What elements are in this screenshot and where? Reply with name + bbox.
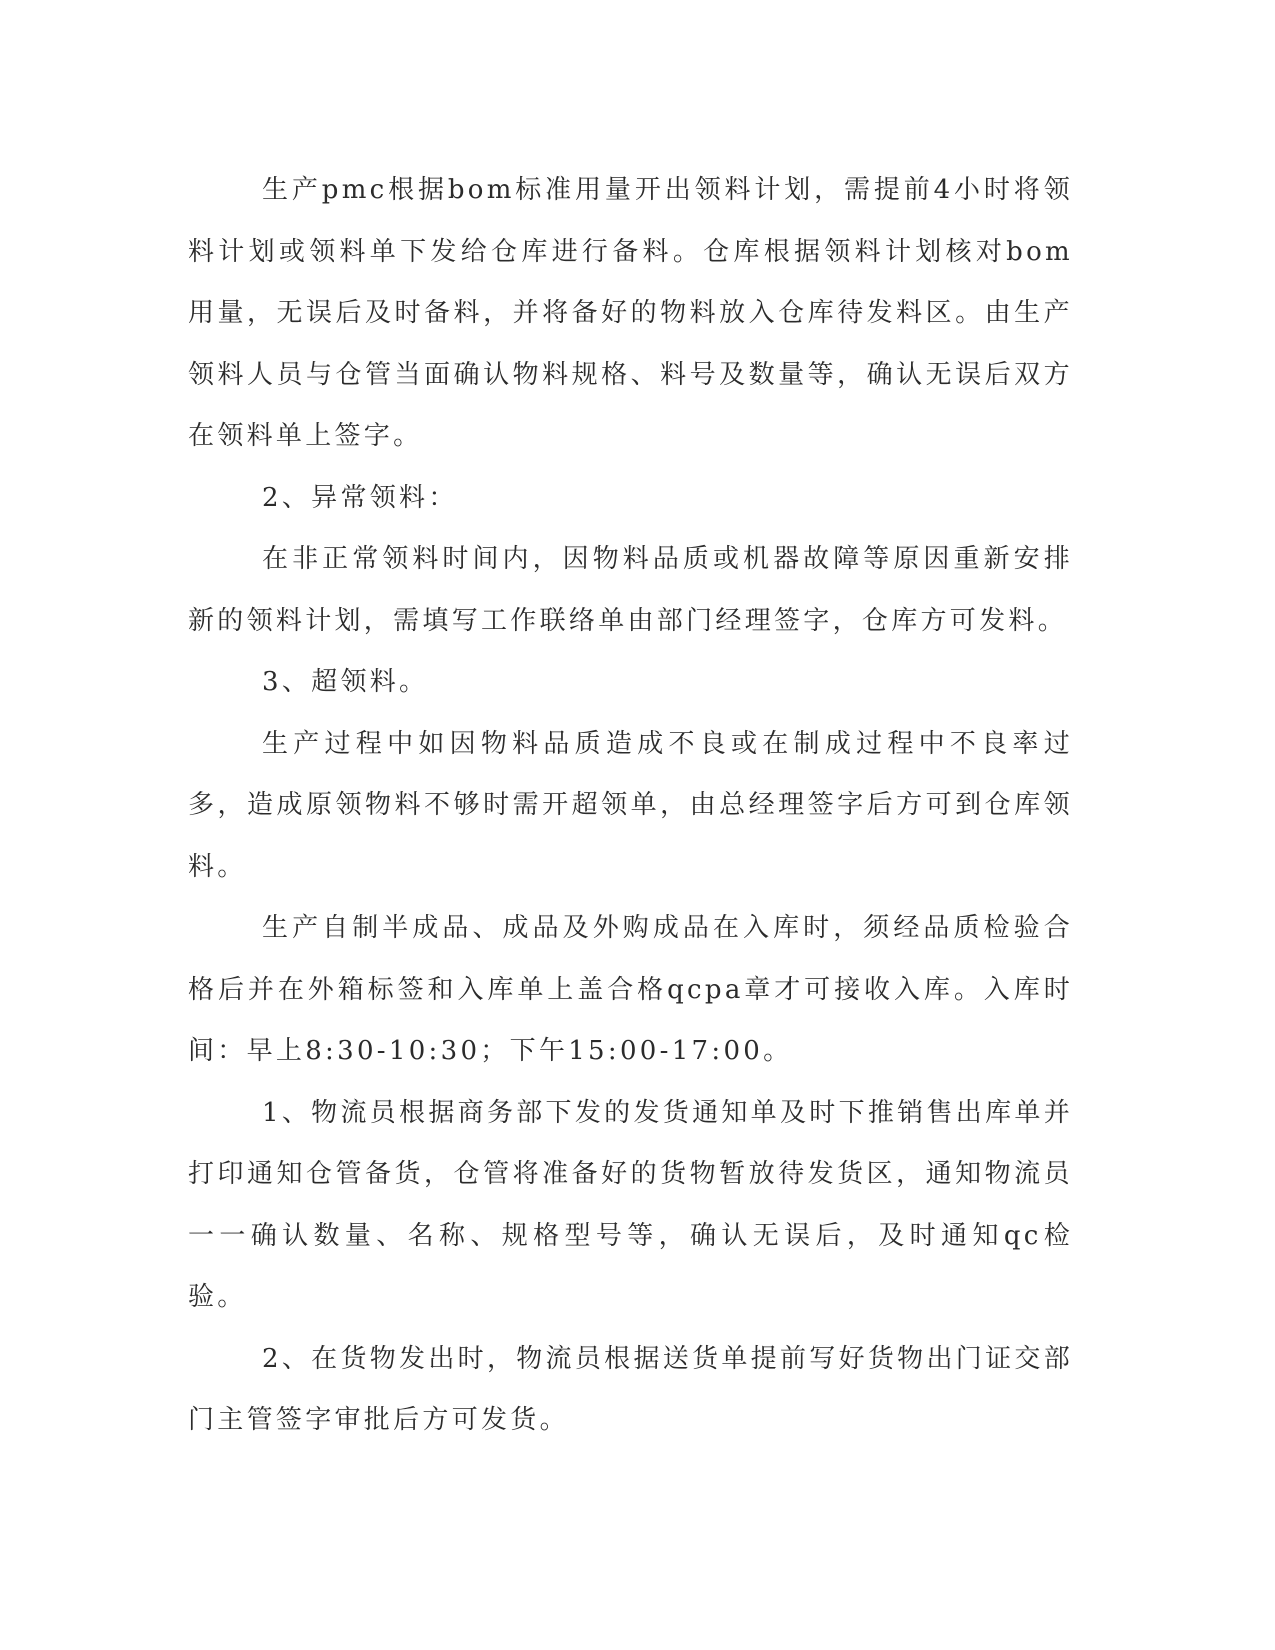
paragraph-warehouse-receipt: 生产自制半成品、成品及外购成品在入库时，须经品质检验合格后并在外箱标签和入库单上盖合格qcpa章才可接收入库。入库时间：早上8:30-10:30；下午15:00-17:00。 [188, 913, 1073, 1066]
paragraph-material-requisition: 生产pmc根据bom标准用量开出领料计划，需提前4小时将领料计划或领料单下发给仓库进行备料。仓库根据领料计划核对bom用量，无误后及时备料，并将备好的物料放入仓库待发料区。由生产领料人员与仓管当面确认物料规格、料号及数量等，确认无误后双方在领料单上签字。 [188, 175, 1073, 451]
heading-abnormal-requisition: 2、异常领料： [262, 482, 458, 513]
paragraph-excess-requisition: 生产过程中如因物料品质造成不良或在制成过程中不良率过多，造成原领物料不够时需开超领单，由总经理签字后方可到仓库领料。 [188, 728, 1073, 882]
heading-excess-requisition: 3、超领料。 [262, 667, 429, 697]
paragraph-shipping-release: 2、在货物发出时，物流员根据送货单提前写好货物出门证交部门主管签字审批后方可发货。 [188, 1343, 1073, 1435]
paragraph-shipping-notice: 1、物流员根据商务部下发的发货通知单及时下推销售出库单并打印通知仓管备货，仓管将准备好的货物暂放待发货区，通知物流员一一确认数量、名称、规格型号等，确认无误后，及时通知qc检验。 [188, 1097, 1073, 1312]
paragraph-abnormal-requisition: 在非正常领料时间内，因物料品质或机器故障等原因重新安排新的领料计划，需填写工作联络单由部门经理签字，仓库方可发料。 [188, 544, 1073, 636]
document-body [188, 160, 1073, 1452]
